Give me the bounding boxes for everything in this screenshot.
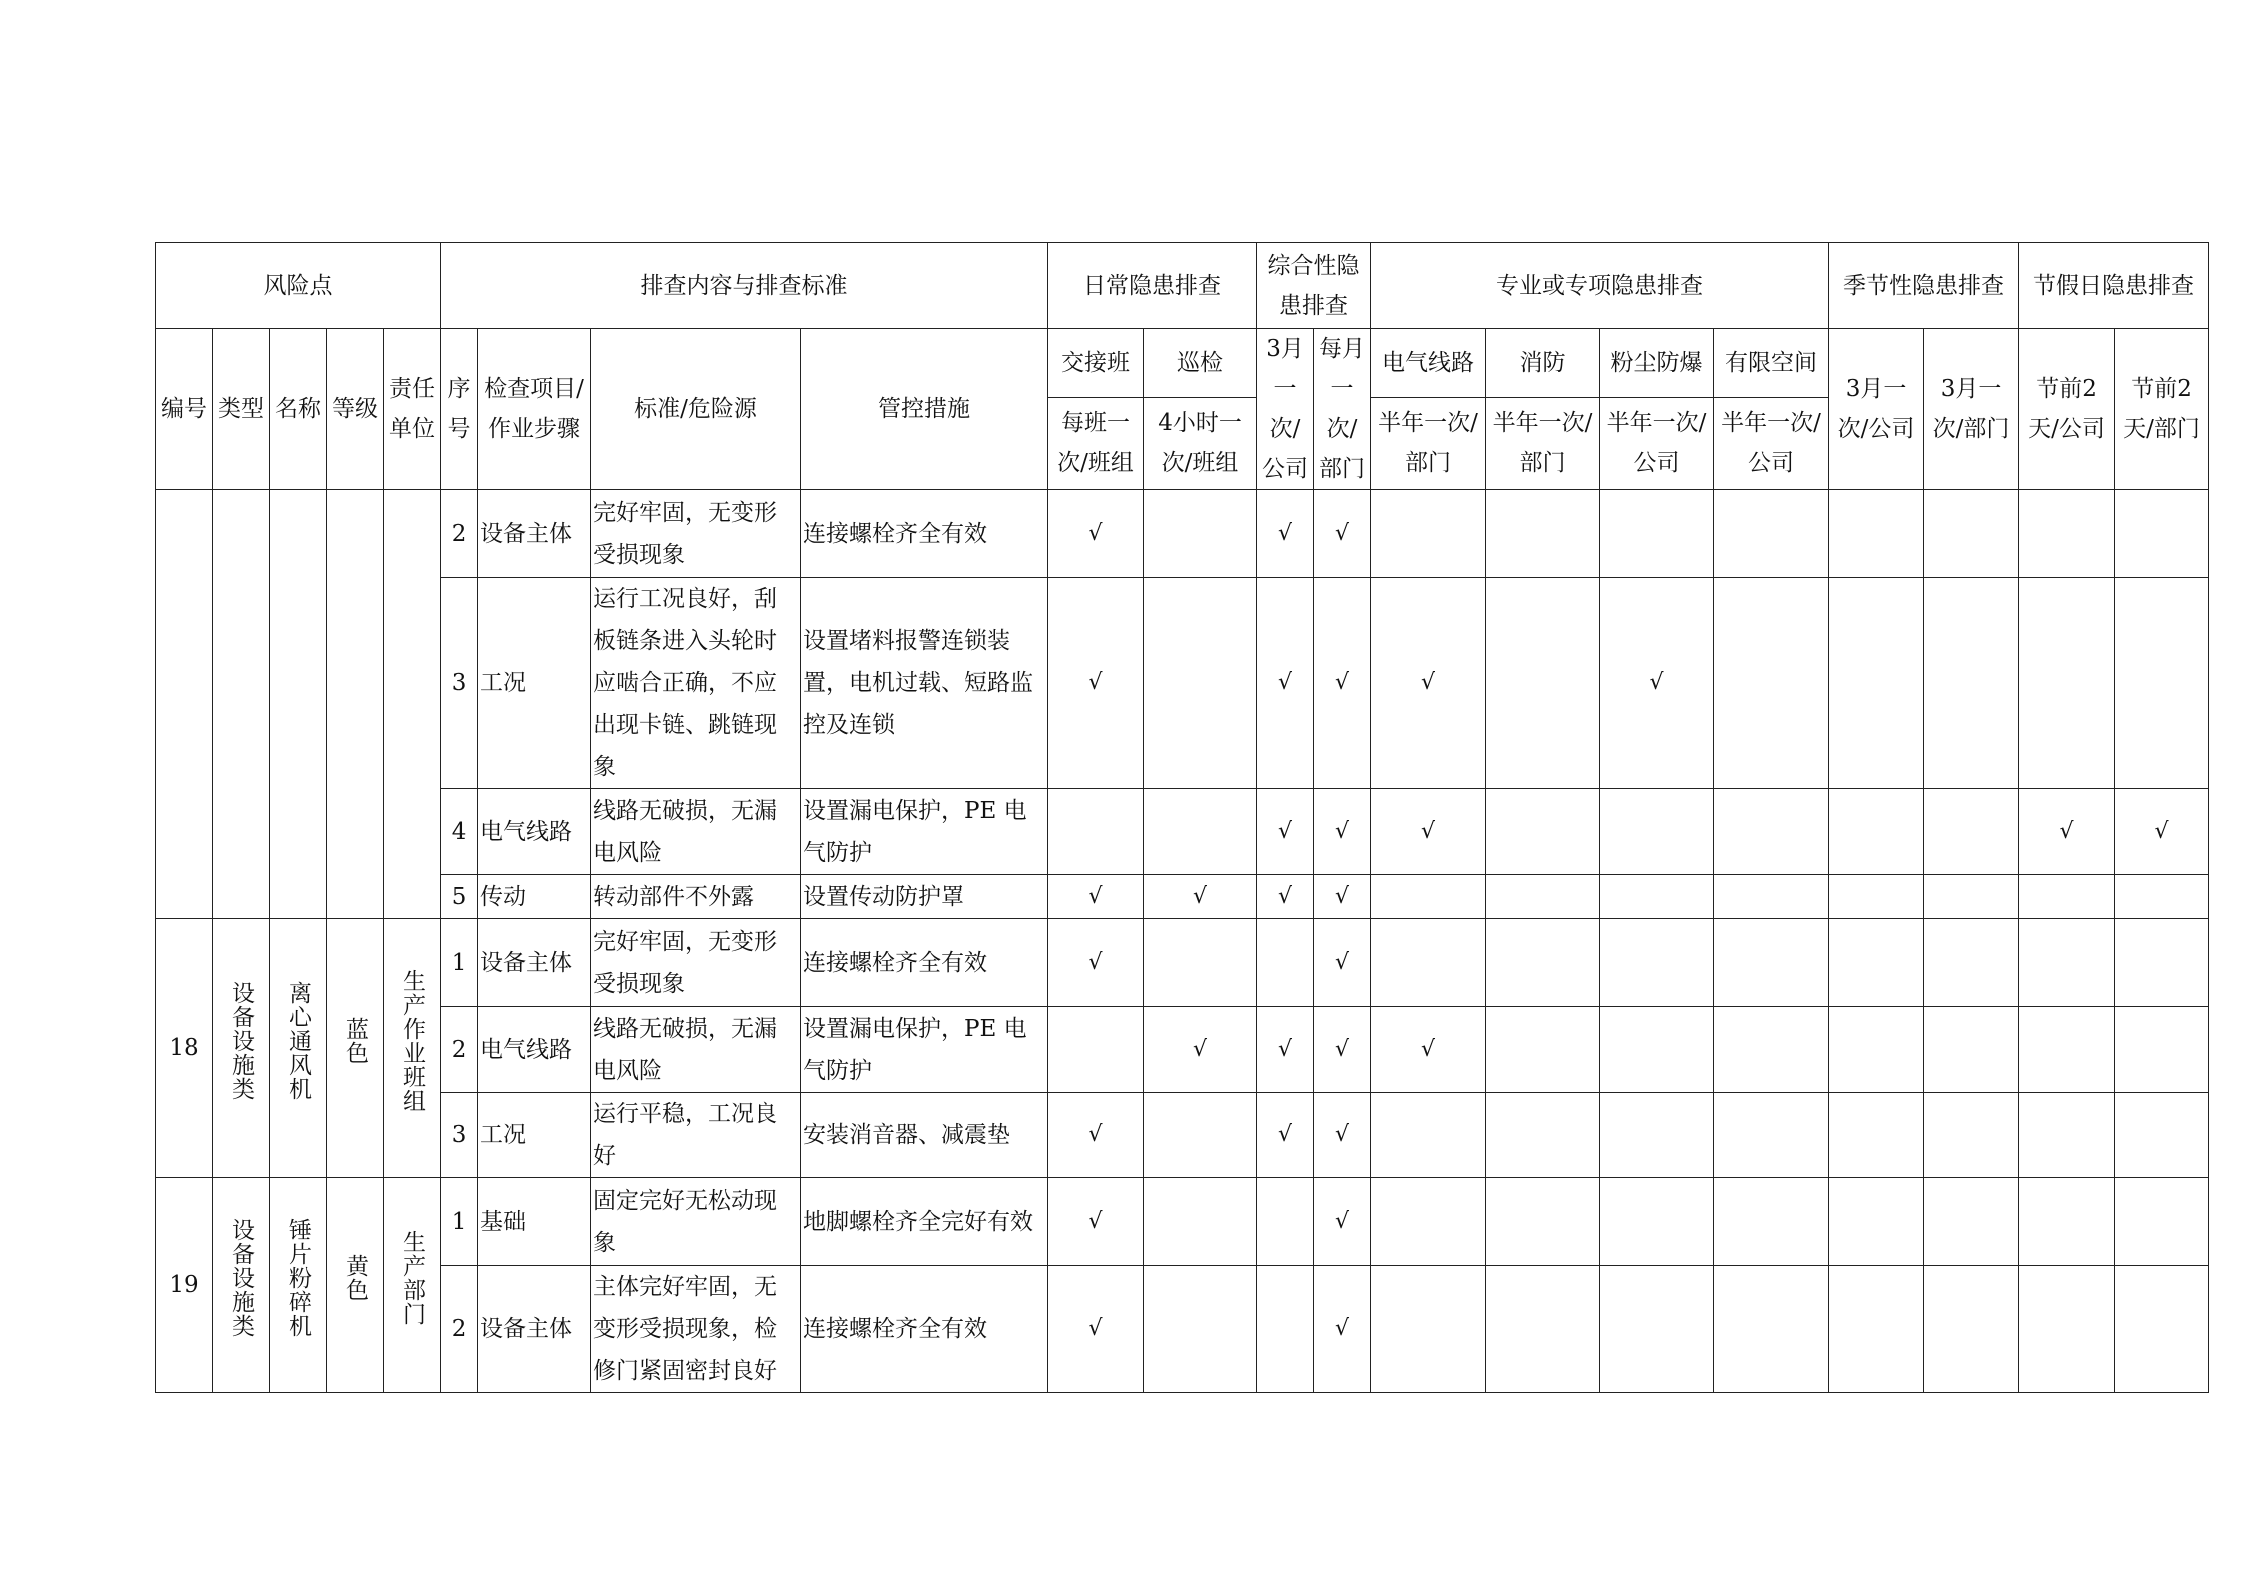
mark-holiday-company [2019,1266,2115,1393]
table-row [156,789,2209,875]
mark-seasonal-company [1829,1266,1924,1393]
table-row [156,1093,2209,1178]
mark-holiday-dept [2115,1178,2209,1266]
risk-no: 19 [156,1178,213,1393]
mark-patrol [1144,1007,1257,1093]
mark-comp-dept [1314,789,1371,875]
mark-confined [1714,1266,1829,1393]
risk-grade-text: 黄色 [342,1254,368,1302]
row-measure: 地脚螺栓齐全完好有效 [801,1178,1048,1266]
header-electrical-freq: 半年一次/部门 [1371,397,1486,489]
header-comp-company: 3月一次/公司 [1257,329,1314,490]
mark-seasonal-company [1829,789,1924,875]
mark-fire [1486,1266,1600,1393]
mark-fire [1486,490,1600,578]
header-seasonal-dept: 3月一次/部门 [1924,329,2019,490]
risk-name [270,919,327,1178]
mark-seasonal-dept [1924,789,2019,875]
table-row [156,1178,2209,1266]
mark-patrol [1144,1266,1257,1393]
row-standard: 转动部件不外露 [591,875,801,919]
check-mark: √ [1278,520,1293,546]
row-item: 设备主体 [478,1266,591,1393]
table-row [156,1266,2209,1393]
mark-seasonal-company [1829,919,1924,1007]
mark-holiday-company [2019,490,2115,578]
row-item: 电气线路 [478,1007,591,1093]
mark-comp-dept [1314,875,1371,919]
risk-type [213,490,270,919]
check-mark: √ [1088,883,1103,909]
header-electrical: 电气线路 [1371,329,1486,398]
check-mark: √ [1421,1036,1436,1062]
mark-holiday-company [2019,875,2115,919]
mark-comp-dept [1314,1266,1371,1393]
mark-fire [1486,789,1600,875]
risk-no: 18 [156,919,213,1178]
check-mark: √ [1088,520,1103,546]
mark-holiday-company [2019,1007,2115,1093]
mark-dust [1600,1178,1714,1266]
risk-name [270,1178,327,1393]
row-item: 传动 [478,875,591,919]
mark-comp-company [1257,919,1314,1007]
mark-seasonal-company [1829,578,1924,789]
row-standard: 主体完好牢固，无变形受损现象，检修门紧固密封良好 [591,1266,801,1393]
mark-seasonal-company [1829,1093,1924,1178]
header-fire: 消防 [1486,329,1600,398]
mark-comp-company [1257,1093,1314,1178]
mark-electrical [1371,789,1486,875]
mark-fire [1486,1007,1600,1093]
mark-patrol [1144,1178,1257,1266]
risk-unit-text: 生产作业班组 [399,969,425,1113]
mark-shift [1048,578,1144,789]
header-comp-dept: 每月一次/部门 [1314,329,1371,490]
risk-grade [327,490,384,919]
mark-confined [1714,490,1829,578]
header-unit: 责任单位 [384,329,441,490]
mark-holiday-dept [2115,1093,2209,1178]
mark-patrol [1144,789,1257,875]
check-mark: √ [1335,520,1350,546]
check-mark: √ [1335,818,1350,844]
check-mark: √ [1649,670,1664,695]
row-standard: 完好牢固，无变形受损现象 [591,490,801,578]
row-item: 电气线路 [478,789,591,875]
mark-shift [1048,1007,1144,1093]
mark-patrol [1144,578,1257,789]
mark-comp-company [1257,1007,1314,1093]
mark-comp-company [1257,1178,1314,1266]
table-row [156,919,2209,1007]
mark-electrical [1371,875,1486,919]
mark-dust [1600,1266,1714,1393]
mark-dust [1600,919,1714,1007]
risk-unit-text: 生产部门 [399,1230,425,1326]
header-special: 专业或专项隐患排查 [1371,243,1829,329]
header-seasonal-company: 3月一次/公司 [1829,329,1924,490]
risk-type-text: 设备设施类 [228,1218,254,1338]
check-mark: √ [1335,1316,1350,1341]
mark-patrol [1144,490,1257,578]
row-standard: 完好牢固，无变形受损现象 [591,919,801,1007]
mark-confined [1714,875,1829,919]
header-dust: 粉尘防爆 [1600,329,1714,398]
header-item: 检查项目/作业步骤 [478,329,591,490]
check-mark: √ [1088,670,1103,695]
mark-comp-company [1257,578,1314,789]
row-seq: 2 [441,1266,478,1393]
check-mark: √ [1335,1208,1350,1234]
row-standard: 线路无破损，无漏电风险 [591,1007,801,1093]
mark-shift [1048,1178,1144,1266]
row-standard: 线路无破损，无漏电风险 [591,789,801,875]
mark-shift [1048,1093,1144,1178]
row-measure: 设置漏电保护，PE 电气防护 [801,789,1048,875]
check-mark: √ [2154,818,2169,844]
header-confined-freq: 半年一次/公司 [1714,397,1829,489]
check-mark: √ [1278,670,1293,695]
mark-holiday-dept [2115,875,2209,919]
row-item: 基础 [478,1178,591,1266]
row-item: 工况 [478,578,591,789]
mark-electrical [1371,1007,1486,1093]
check-mark: √ [1421,670,1436,695]
header-comprehensive: 综合性隐患排查 [1257,243,1371,329]
mark-confined [1714,1007,1829,1093]
check-mark: √ [1278,883,1293,909]
row-seq: 4 [441,789,478,875]
mark-seasonal-dept [1924,1093,2019,1178]
mark-holiday-company [2019,919,2115,1007]
mark-fire [1486,1178,1600,1266]
risk-type [213,919,270,1178]
header-grade: 等级 [327,329,384,490]
mark-electrical [1371,578,1486,789]
table-row [156,875,2209,919]
mark-shift [1048,1266,1144,1393]
table-row [156,578,2209,789]
row-item: 设备主体 [478,490,591,578]
risk-type-text: 设备设施类 [228,981,254,1101]
header-fire-freq: 半年一次/部门 [1486,397,1600,489]
mark-comp-company [1257,1266,1314,1393]
mark-electrical [1371,1178,1486,1266]
mark-holiday-dept [2115,490,2209,578]
check-mark: √ [1278,818,1293,844]
mark-comp-company [1257,490,1314,578]
mark-confined [1714,919,1829,1007]
header-risk-point: 风险点 [156,243,441,329]
mark-seasonal-company [1829,1178,1924,1266]
mark-dust [1600,1093,1714,1178]
row-measure: 安装消音器、减震垫 [801,1093,1048,1178]
mark-confined [1714,1178,1829,1266]
mark-confined [1714,1093,1829,1178]
risk-grade [327,1178,384,1393]
risk-name [270,490,327,919]
mark-seasonal-company [1829,490,1924,578]
row-seq: 1 [441,1178,478,1266]
mark-seasonal-dept [1924,578,2019,789]
row-seq: 1 [441,919,478,1007]
mark-seasonal-dept [1924,1266,2019,1393]
row-measure: 连接螺栓齐全有效 [801,1266,1048,1393]
mark-comp-dept [1314,578,1371,789]
risk-name-text: 离心通风机 [285,981,311,1101]
row-seq: 3 [441,1093,478,1178]
check-mark: √ [1335,1122,1350,1147]
risk-grade [327,919,384,1178]
mark-fire [1486,578,1600,789]
mark-electrical [1371,1093,1486,1178]
mark-confined [1714,578,1829,789]
mark-dust [1600,1007,1714,1093]
header-patrol: 巡检 [1144,329,1257,398]
row-item: 工况 [478,1093,591,1178]
header-type: 类型 [213,329,270,490]
check-mark: √ [1278,1036,1293,1062]
mark-shift [1048,490,1144,578]
header-no: 编号 [156,329,213,490]
header-seq: 序号 [441,329,478,490]
check-mark: √ [1278,1122,1293,1147]
header-content-standard: 排查内容与排查标准 [441,243,1048,329]
mark-seasonal-dept [1924,490,2019,578]
mark-comp-company [1257,875,1314,919]
mark-holiday-company [2019,1178,2115,1266]
mark-dust [1600,789,1714,875]
mark-holiday-dept [2115,789,2209,875]
row-standard: 固定完好无松动现象 [591,1178,801,1266]
mark-holiday-company [2019,789,2115,875]
mark-electrical [1371,1266,1486,1393]
row-measure: 设置堵料报警连锁装置，电机过载、短路监控及连锁 [801,578,1048,789]
row-item: 设备主体 [478,919,591,1007]
check-mark: √ [1335,670,1350,695]
row-standard: 运行平稳，工况良好 [591,1093,801,1178]
mark-comp-dept [1314,1093,1371,1178]
check-mark: √ [1088,1316,1103,1341]
mark-seasonal-company [1829,875,1924,919]
mark-comp-dept [1314,919,1371,1007]
check-mark: √ [1193,1036,1208,1062]
header-confined: 有限空间 [1714,329,1829,398]
mark-seasonal-dept [1924,875,2019,919]
mark-seasonal-dept [1924,1178,2019,1266]
header-seasonal: 季节性隐患排查 [1829,243,2019,329]
row-measure: 设置传动防护罩 [801,875,1048,919]
mark-seasonal-company [1829,1007,1924,1093]
mark-fire [1486,919,1600,1007]
header-standard: 标准/危险源 [591,329,801,490]
header-holiday: 节假日隐患排查 [2019,243,2209,329]
mark-holiday-company [2019,578,2115,789]
inspection-table [155,242,2209,1393]
table-row [156,490,2209,578]
check-mark: √ [1088,1208,1103,1234]
mark-seasonal-dept [1924,1007,2019,1093]
mark-patrol [1144,875,1257,919]
risk-unit [384,919,441,1178]
mark-fire [1486,1093,1600,1178]
table-row [156,1007,2209,1093]
header-measure: 管控措施 [801,329,1048,490]
check-mark: √ [1335,1036,1350,1062]
mark-seasonal-dept [1924,919,2019,1007]
mark-electrical [1371,919,1486,1007]
mark-shift [1048,875,1144,919]
mark-patrol [1144,919,1257,1007]
risk-unit [384,490,441,919]
risk-type [213,1178,270,1393]
mark-comp-dept [1314,490,1371,578]
header-patrol-freq: 4小时一次/班组 [1144,397,1257,489]
risk-name-text: 锤片粉碎机 [285,1218,311,1338]
mark-dust [1600,490,1714,578]
risk-grade-text: 蓝色 [342,1017,368,1065]
check-mark: √ [1335,883,1350,909]
row-standard: 运行工况良好，刮板链条进入头轮时应啮合正确，不应出现卡链、跳链现象 [591,578,801,789]
check-mark: √ [1088,1122,1103,1147]
mark-confined [1714,789,1829,875]
mark-holiday-company [2019,1093,2115,1178]
mark-holiday-dept [2115,578,2209,789]
mark-dust [1600,875,1714,919]
check-mark: √ [2059,818,2074,844]
mark-holiday-dept [2115,1007,2209,1093]
mark-comp-dept [1314,1178,1371,1266]
mark-dust [1600,578,1714,789]
mark-holiday-dept [2115,1266,2209,1393]
header-holiday-company: 节前2天/公司 [2019,329,2115,490]
mark-shift [1048,789,1144,875]
risk-unit [384,1178,441,1393]
mark-fire [1486,875,1600,919]
row-seq: 5 [441,875,478,919]
header-shift: 交接班 [1048,329,1144,398]
row-measure: 设置漏电保护，PE 电气防护 [801,1007,1048,1093]
row-seq: 2 [441,1007,478,1093]
header-dust-freq: 半年一次/公司 [1600,397,1714,489]
row-seq: 3 [441,578,478,789]
mark-comp-company [1257,789,1314,875]
row-measure: 连接螺栓齐全有效 [801,919,1048,1007]
mark-shift [1048,919,1144,1007]
header-shift-freq: 每班一次/班组 [1048,397,1144,489]
header-holiday-dept: 节前2天/部门 [2115,329,2209,490]
row-seq: 2 [441,490,478,578]
check-mark: √ [1193,883,1208,909]
mark-comp-dept [1314,1007,1371,1093]
check-mark: √ [1335,949,1350,975]
row-measure: 连接螺栓齐全有效 [801,490,1048,578]
risk-no [156,490,213,919]
header-daily: 日常隐患排查 [1048,243,1257,329]
mark-patrol [1144,1093,1257,1178]
mark-electrical [1371,490,1486,578]
mark-holiday-dept [2115,919,2209,1007]
check-mark: √ [1421,818,1436,844]
check-mark: √ [1088,949,1103,975]
header-name: 名称 [270,329,327,490]
